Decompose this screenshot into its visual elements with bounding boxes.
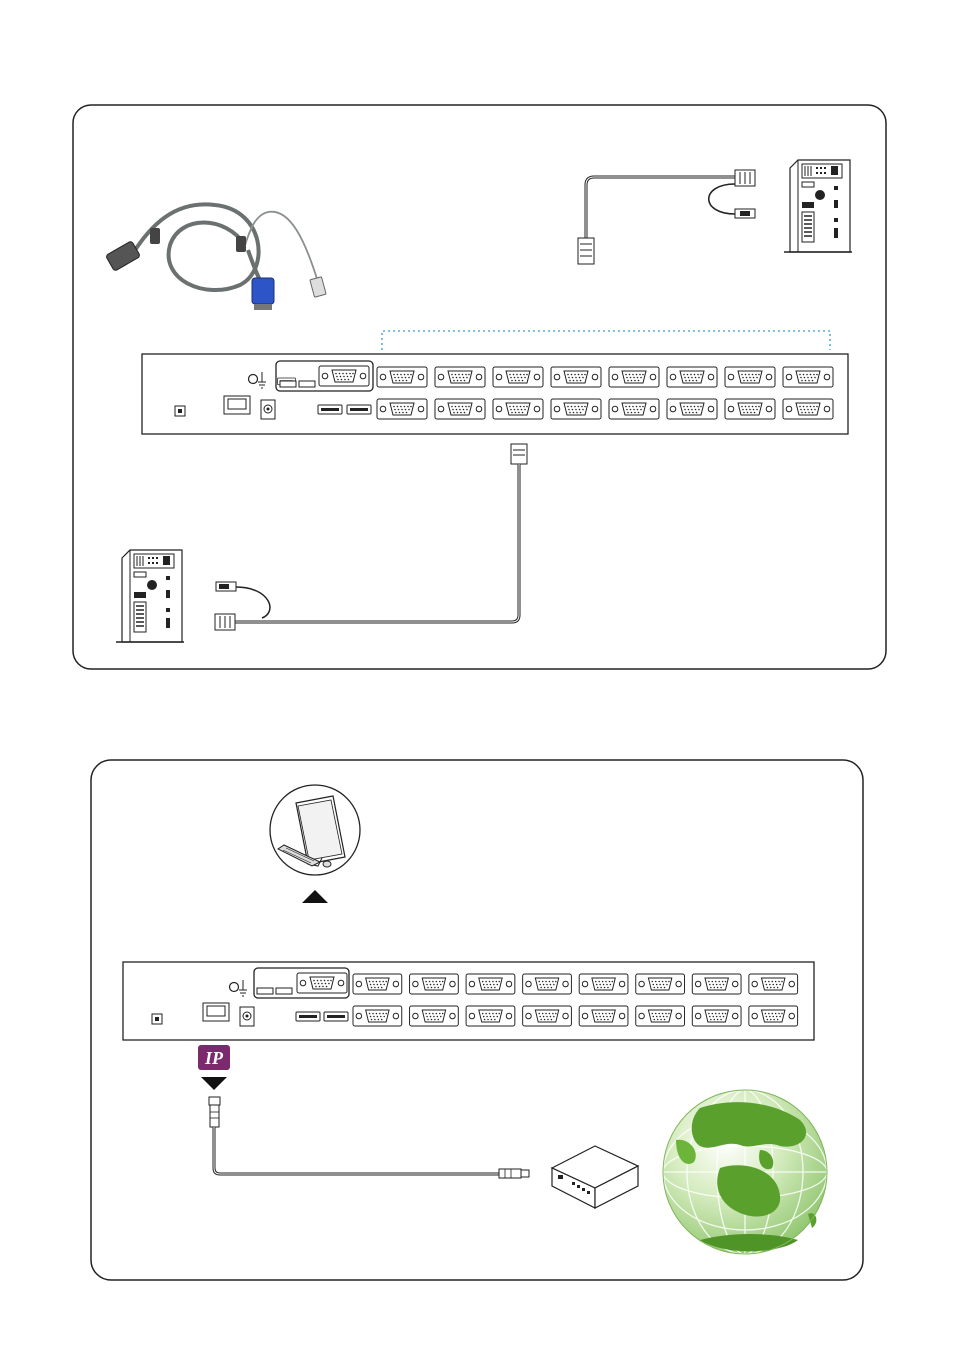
computer-workstation-icon [270, 785, 360, 875]
kvm-switch-rear-panel-icon [142, 354, 848, 434]
ip-badge-label: IP [205, 1048, 223, 1068]
globe-icon [663, 1090, 827, 1254]
ip-badge [198, 1045, 230, 1070]
kvm-switch-rear-panel-icon [123, 962, 814, 1040]
server-tower-icon [784, 160, 852, 252]
server-tower-icon [116, 550, 184, 642]
